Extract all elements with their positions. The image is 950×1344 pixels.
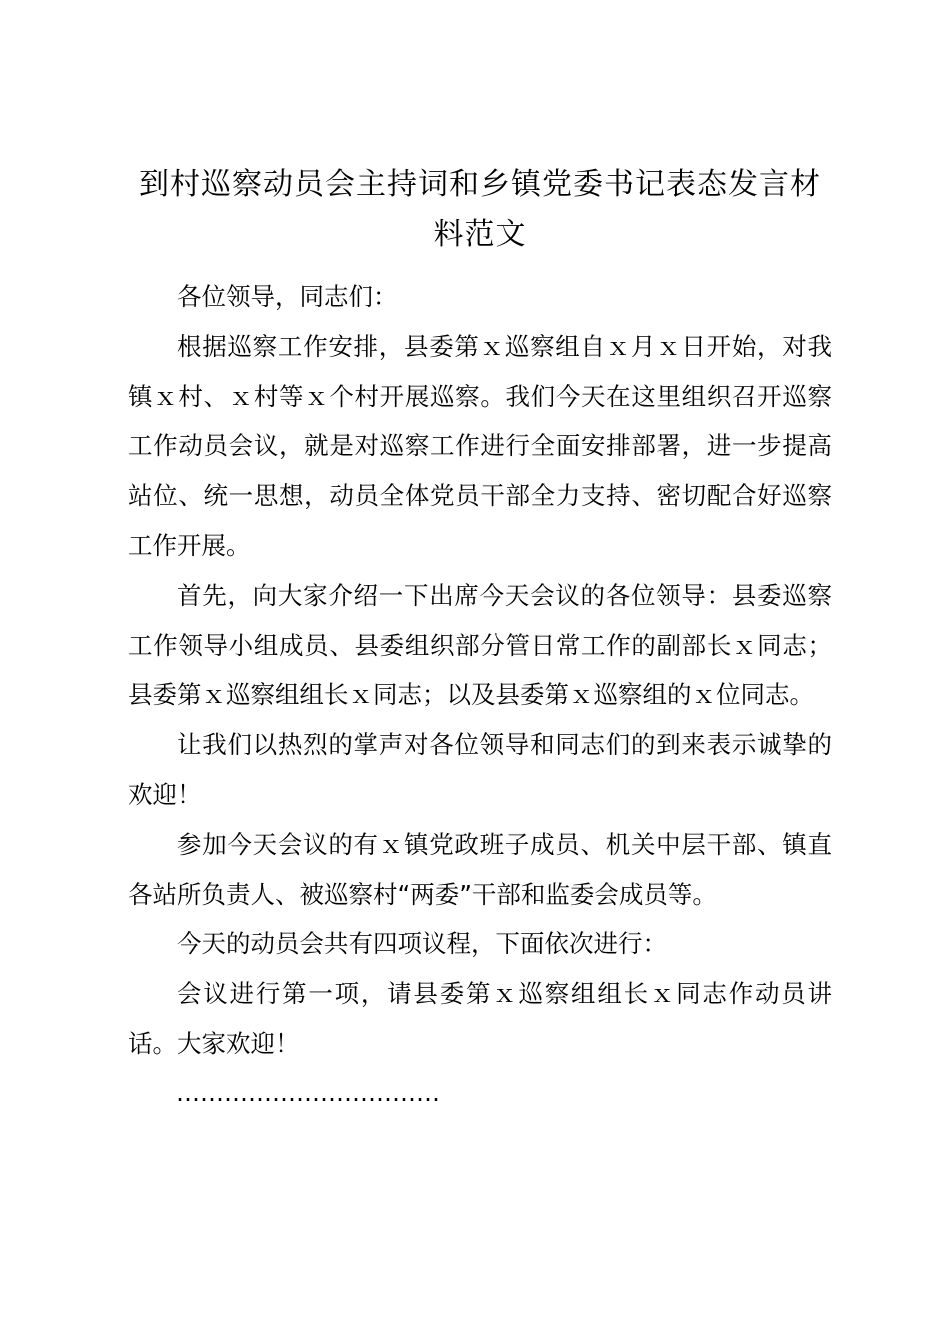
paragraph-greeting: 各位领导，同志们： [177, 282, 398, 311]
ellipsis-line: …………………………… [176, 1078, 440, 1107]
document-title: 到村巡察动员会主持词和乡镇党委书记表态发言材料范文 [139, 167, 821, 252]
paragraph-first-item: 会议进行第一项，请县委第ｘ巡察组组长ｘ同志作动员讲话。大家欢迎！ [128, 979, 832, 1058]
document-page [128, 160, 832, 1119]
paragraph-attendees: 参加今天会议的有ｘ镇党政班子成员、机关中层干部、镇直各站所负责人、被巡察村“两委”干部和监委会成员等。 [128, 829, 832, 909]
paragraph-background: 根据巡察工作安排，县委第ｘ巡察组自ｘ月ｘ日开始，对我镇ｘ村、ｘ村等ｘ个村开展巡察。我们今天在这里组织召开巡察工作动员会议，就是对巡察工作进行全面安排部署，进一步提高站位、统一思想，动员全体党员干部全力支持、密切配合好巡察工作开展。 [128, 331, 832, 560]
paragraph-introductions: 首先，向大家介绍一下出席今天会议的各位领导：县委巡察工作领导小组成员、县委组织部分管日常工作的副部长ｘ同志；县委第ｘ巡察组组长ｘ同志；以及县委第ｘ巡察组的ｘ位同志。 [128, 580, 832, 710]
paragraph-agenda: 今天的动员会共有四项议程，下面依次进行： [177, 929, 667, 959]
paragraph-welcome: 让我们以热烈的掌声对各位领导和同志们的到来表示诚挚的欢迎！ [128, 730, 832, 809]
